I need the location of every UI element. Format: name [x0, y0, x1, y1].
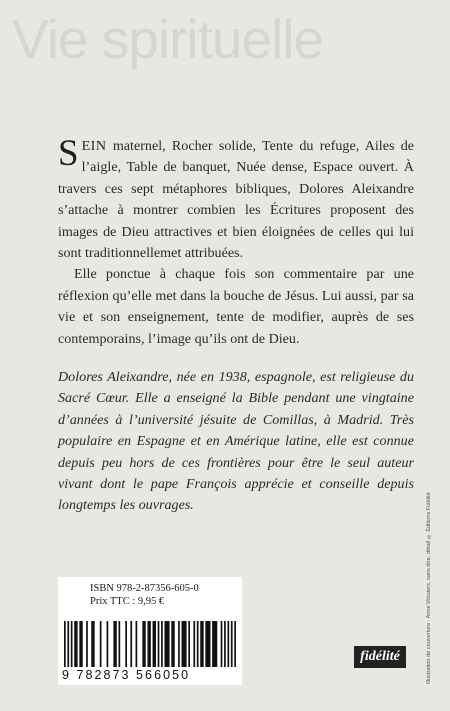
isbn-block [90, 582, 199, 608]
barcode-bar [71, 621, 73, 667]
barcode-bar [86, 621, 88, 667]
barcode-bar [113, 621, 116, 667]
barcode-bar [164, 621, 169, 667]
barcode-bar [221, 621, 223, 667]
blurb-paragraph-2: Elle ponctue à chaque fois son commentaire par une réflexion qu’elle met dans la bouche de Jésus. Lui aussi, par sa vie et son enseignement, tente de modifier, auprès de ses contemporains, l’image qu’ils ont de Dieu. [58, 266, 414, 347]
cover-credit: Illustration de couverture : Anne Wouters, sans titre, détail © Éditions Fidélité [426, 492, 432, 684]
barcode-bar [100, 621, 102, 667]
author-bio [58, 367, 414, 517]
blurb-paragraph-1 [58, 133, 414, 264]
author-name: Dolores Aleixandre [58, 369, 169, 385]
author-bio-text: , née en 1938, espagnole, est religieuse du Sacré Cœur. Elle a enseigné la Bible pendant une vingtaine d’années à l’université jésuite de Comillas, à Madrid. Très populaire en Espagne et en Amérique latine, elle est connue depuis peu hors de ces frontières pour être le seul auteur vivant dont le pape François apprécie et conseille depuis longtemps les ouvrages. [58, 369, 415, 514]
barcode-bar [178, 621, 180, 667]
series-title: Vie spirituelle [12, 8, 324, 70]
barcode-bar [161, 621, 163, 667]
barcode-bar [197, 621, 199, 667]
barcode-bar [182, 621, 187, 667]
barcode-bar [193, 621, 195, 667]
barcode-bar [158, 621, 160, 667]
barcode-bar [119, 621, 121, 667]
barcode-bar [227, 621, 229, 667]
blurb-paragraph-1-text: maternel, Rocher solide, Tente du refuge, Ailes de l’aigle, Table de banquet, Nuée dense, Espace ouvert. À travers ces sept métaphores bibliques, Dolores Aleixandre s’attache à montrer combien les Écritures proposent des images de Dieu attractives et bien éloignées de celles qui lui sont traditionnellemet attribuées. [58, 138, 414, 262]
barcode-bar [205, 621, 210, 667]
barcode-bar [79, 621, 82, 667]
barcode-bar [64, 621, 66, 667]
price: Prix TTC : 9,95 € [90, 596, 165, 607]
barcode-bar [91, 621, 94, 667]
barcode-bar [200, 621, 203, 667]
publisher-logo: fidélité [354, 646, 406, 668]
barcode-bar [74, 621, 77, 667]
barcode-bar [125, 621, 127, 667]
barcode-bar [224, 621, 226, 667]
barcode-bar [142, 621, 145, 667]
drop-cap: S [58, 133, 79, 174]
barcode [64, 621, 236, 667]
barcode-digits: 9 782873 566050 [62, 668, 191, 682]
barcode-bar [231, 621, 233, 667]
barcode-bar [188, 621, 190, 667]
barcode-bar [130, 621, 132, 667]
barcode-bar [147, 621, 150, 667]
barcode-bar [153, 621, 156, 667]
barcode-bar [234, 621, 236, 667]
barcode-bar [136, 621, 138, 667]
blurb [58, 133, 414, 350]
isbn-number: ISBN 978-2-87356-605-0 [90, 583, 199, 594]
barcode-bar [171, 621, 174, 667]
first-word: EIN [81, 138, 107, 154]
barcode-bar [67, 621, 69, 667]
barcode-bar [107, 621, 109, 667]
barcode-bar [212, 621, 217, 667]
